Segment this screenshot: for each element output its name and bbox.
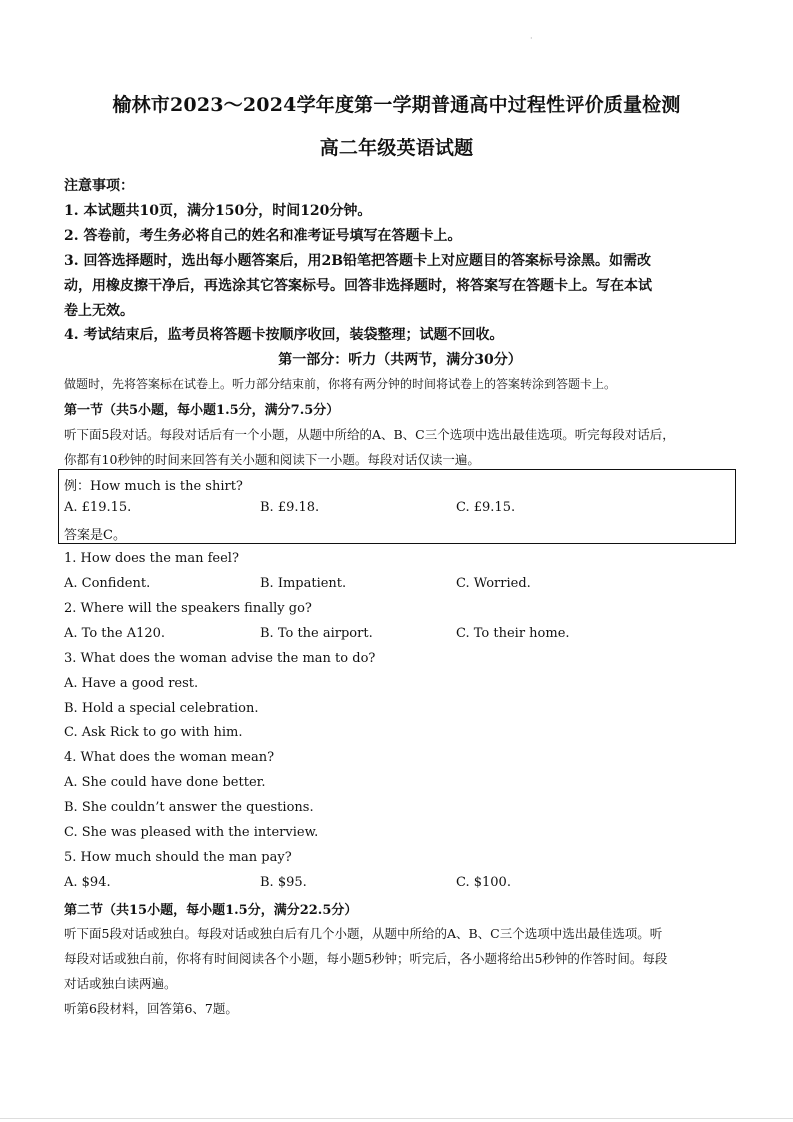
option-b: B. £9.18. <box>260 500 320 515</box>
option-a: A. Confident. <box>64 576 151 591</box>
corner-mark: · <box>530 34 533 43</box>
example-question: 例：How much is the shirt? <box>64 479 243 494</box>
note-item: 1. 本试题共10页，满分150分，时间120分钟。 <box>64 203 372 219</box>
note-item: 2. 答卷前，考生务必将自己的姓名和准考证号填写在答题卡上。 <box>64 228 462 244</box>
option-c: C. £9.15. <box>456 500 516 515</box>
section2-heading: 第二节（共15小题，每小题1.5分，满分22.5分） <box>64 903 358 918</box>
section2-intro: 每段对话或独白前，你将有时间阅读各个小题，每小题5秒钟；听完后，各小题将给出5秒钟的作答时间。每段 <box>64 951 668 966</box>
exam-subtitle: 高二年级英语试题 <box>319 137 474 159</box>
question-1-options <box>64 576 736 594</box>
question-5-options <box>64 875 736 893</box>
question-1: 1. How does the man feel? <box>64 551 239 566</box>
note-item: 4. 考试结束后，监考员将答题卡按顺序收回，装袋整理；试题不回收。 <box>64 327 504 343</box>
option-a: A. She could have done better. <box>64 775 266 790</box>
exam-title: 榆林市2023～2024学年度第一学期普通高中过程性评价质量检测 <box>112 94 681 116</box>
page-bottom-rule <box>0 1118 793 1119</box>
question-4: 4. What does the woman mean? <box>64 750 275 765</box>
option-b: B. She couldn’t answer the questions. <box>64 800 314 815</box>
option-a: A. $94. <box>64 875 111 890</box>
question-3: 3. What does the woman advise the man to do? <box>64 651 376 666</box>
question-2-options <box>64 626 736 644</box>
option-b: B. $95. <box>260 875 307 890</box>
option-b: B. Impatient. <box>260 576 347 591</box>
question-2: 2. Where will the speakers finally go? <box>64 601 312 616</box>
option-c: C. To their home. <box>456 626 570 641</box>
section2-intro: 对话或独白读两遍。 <box>64 976 177 991</box>
option-c: C. She was pleased with the interview. <box>64 825 319 840</box>
material-6-instruction: 听第6段材料，回答第6、7题。 <box>64 1001 238 1016</box>
option-a: A. Have a good rest. <box>64 676 199 691</box>
note-item: 卷上无效。 <box>64 303 134 319</box>
section1-intro: 听下面5段对话。每段对话后有一个小题，从题中所给的A、B、C三个选项中选出最佳选项。听完每段对话后， <box>64 427 675 442</box>
section1-heading: 第一节（共5小题，每小题1.5分，满分7.5分） <box>64 403 340 418</box>
option-b: B. Hold a special celebration. <box>64 701 259 716</box>
option-b: B. To the airport. <box>260 626 373 641</box>
section2-intro: 听下面5段对话或独白。每段对话或独白后有几个小题，从题中所给的A、B、C三个选项中选出最佳选项。听 <box>64 926 663 941</box>
section1-intro: 你都有10秒钟的时间来回答有关小题和阅读下一小题。每段对话仅读一遍。 <box>64 452 480 467</box>
option-a: A. To the A120. <box>64 626 166 641</box>
option-a: A. £19.15. <box>64 500 132 515</box>
part1-intro: 做题时，先将答案标在试卷上。听力部分结束前，你将有两分钟的时间将试卷上的答案转涂到答题卡上。 <box>64 377 617 391</box>
example-options <box>64 500 736 518</box>
option-c: C. Ask Rick to go with him. <box>64 725 243 740</box>
question-5: 5. How much should the man pay? <box>64 850 292 865</box>
part1-heading: 第一部分：听力（共两节，满分30分） <box>278 352 522 368</box>
option-c: C. Worried. <box>456 576 531 591</box>
option-c: C. $100. <box>456 875 511 890</box>
note-item: 动，用橡皮擦干净后，再选涂其它答案标号。回答非选择题时，将答案写在答题卡上。写在本试 <box>64 278 652 294</box>
notes-heading: 注意事项： <box>64 178 134 194</box>
example-answer: 答案是C。 <box>64 528 126 543</box>
note-item: 3. 回答选择题时，选出每小题答案后，用2B铅笔把答题卡上对应题目的答案标号涂黑。如需改 <box>64 253 652 269</box>
